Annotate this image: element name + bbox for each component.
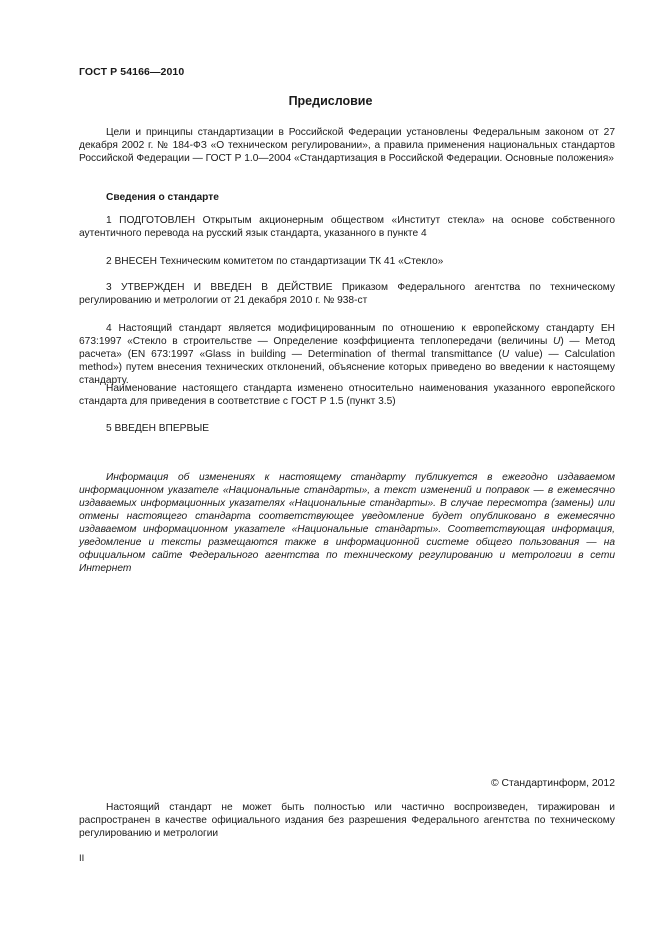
section-heading: Сведения о стандарте	[106, 192, 219, 203]
item-2-paragraph: 2 ВНЕСЕН Техническим комитетом по стандартизации ТК 41 «Стекло»	[106, 256, 444, 267]
item-4-symbol-u: U	[552, 336, 561, 347]
item-4-symbol-u-2: U	[501, 349, 510, 360]
info-notice-paragraph: Информация об изменениях к настоящему стандарту публикуется в ежегодно издаваемом информационном указателе «Национальные стандарты», а текст изменений и поправок — в ежемесячно издаваемых информационных указателях «Национальные стандарты». В случае пересмотра (замены) или отмены настоящего стандарта соответствующее уведомление будет опубликовано в ежемесячно издаваемом информационном указателе «Национальные стандарты». Соответствующая информация, уведомление и тексты размещаются также в информационной системе общего пользования — на официальном сайте Федерального агентства по техническому регулированию и метрологии в сети Интернет	[79, 472, 615, 574]
reproduction-notice-paragraph: Настоящий стандарт не может быть полностью или частично воспроизведен, тиражирован и распространен в качестве официального издания без разрешения Федерального агентства по техническому регулированию и метрологии	[79, 802, 615, 839]
item-4-text-c: value) — Calculation method») путем внесения технических отклонений, объяснение которых приведено во введении к настоящему стандарту.	[79, 349, 615, 386]
intro-paragraph: Цели и принципы стандартизации в Российской Федерации установлены Федеральным законом от 27 декабря 2002 г. № 184-ФЗ «О техническом регулировании», а правила применения национальных стандартов Российской Федерации — ГОСТ Р 1.0—2004 «Стандартизация в Российской Федерации. Основные положения»	[79, 127, 615, 164]
page-title: Предисловие	[288, 94, 373, 108]
document-code: ГОСТ Р 54166—2010	[79, 66, 185, 78]
item-1-paragraph: 1 ПОДГОТОВЛЕН Открытым акционерным обществом «Институт стекла» на основе собственного аутентичного перевода на русский язык стандарта, указанного в пункте 4	[79, 215, 615, 239]
item-3-paragraph: 3 УТВЕРЖДЕН И ВВЕДЕН В ДЕЙСТВИЕ Приказом Федерального агентства по техническому регулированию и метрологии от 21 декабря 2010 г. № 938-ст	[79, 282, 615, 306]
item-4-paragraph	[79, 322, 615, 387]
item-4-text-a: 4 Настоящий стандарт является модифицированным по отношению к европейскому стандарту ЕН 673:1997 «Стекло в строительстве — Определение коэффициента теплопередачи (величины	[79, 323, 615, 347]
item-4-note-paragraph: Наименование настоящего стандарта изменено относительно наименования указанного европейского стандарта для приведения в соответствие с ГОСТ Р 1.5 (пункт 3.5)	[79, 383, 615, 407]
page-number: II	[79, 853, 85, 864]
copyright-line: © Стандартинформ, 2012	[490, 778, 615, 789]
item-4-text-b: ) — Метод расчета» (EN 673:1997 «Glass in building — Determination of thermal transmittance (	[79, 336, 616, 360]
item-5-paragraph: 5 ВВЕДЕН ВПЕРВЫЕ	[106, 423, 210, 434]
